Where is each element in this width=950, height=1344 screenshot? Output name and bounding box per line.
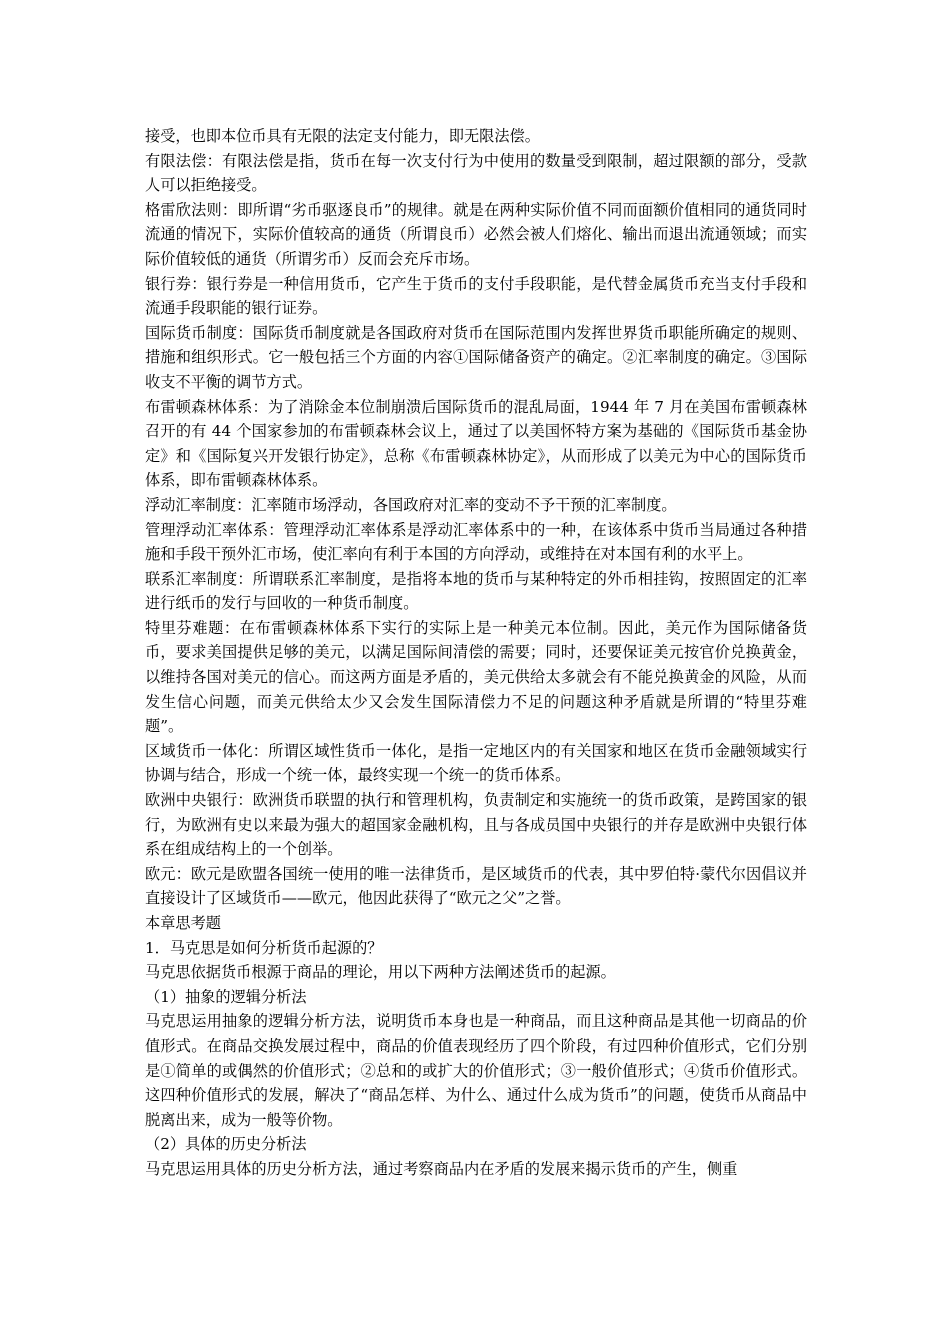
answer-paragraph: 马克思运用具体的历史分析方法，通过考察商品内在矛盾的发展来揭示货币的产生，侧重 — [145, 1159, 738, 1178]
term-definition: 格雷欣法则：即所谓“劣币驱逐良币”的规律。就是在两种实际价值不同而面额价值相同的通货同时流通的情况下，实际价值较高的通货（所谓良币）必然会被人们熔化、输出而退出流通领域；而实际价值较低的通货（所谓劣币）反而会充斥市场。 — [145, 200, 807, 268]
answer-paragraph: 马克思运用抽象的逻辑分析方法，说明货币本身也是一种商品，而且这种商品是其他一切商品的价值形式。在商品交换发展过程中，商品的价值表现经历了四个阶段，有过四种价值形式，它们分别是①简单的或偶然的价值形式；②总和的或扩大的价值形式；③一般价值形式；④货币价值形式。这四种价值形式的发展，解决了“商品怎样、为什么、通过什么成为货币”的问题，使货币从商品中脱离出来，成为一般等价物。 — [145, 1012, 807, 1129]
term-definition: 布雷顿森林体系：为了消除金本位制崩溃后国际货币的混乱局面，1944 年 7 月在美国布雷顿森林召开的有 44 个国家参加的布雷顿森林会议上，通过了以美国怀特方案为基础的《国际货币基金协定》和《国际复兴开发银行协定》，总称《布雷顿森林协定》，从而形成了以美元为中心的国际货币体系，即布雷顿森林体系。 — [145, 397, 807, 490]
term-definition: 特里芬难题：在布雷顿森林体系下实行的实际上是一种美元本位制。因此，美元作为国际储备货币，要求美国提供足够的美元，以满足国际间清偿的需要；同时，还要保证美元按官价兑换黄金，以维持各国对美元的信心。而这两方面是矛盾的，美元供给太多就会有不能兑换黄金的风险，从而发生信心问题，而美元供给太少又会发生国际清偿力不足的问题这种矛盾就是所谓的“特里芬难题”。 — [145, 618, 807, 736]
subheading: （2）具体的历史分析法 — [145, 1135, 307, 1154]
subheading: （1）抽象的逻辑分析法 — [145, 987, 307, 1006]
term-definition: 联系汇率制度：所谓联系汇率制度，是指将本地的货币与某种特定的外币相挂钩，按照固定的汇率进行纸币的发行与回收的一种货币制度。 — [145, 569, 807, 613]
term-definition: 欧元：欧元是欧盟各国统一使用的唯一法律货币，是区域货币的代表，其中罗伯特·蒙代尔因倡议并直接设计了区域货币——欧元，他因此获得了“欧元之父”之誉。 — [145, 864, 807, 908]
term-definition: 银行券：银行券是一种信用货币，它产生于货币的支付手段职能，是代替金属货币充当支付手段和流通手段职能的银行证券。 — [145, 274, 807, 318]
answer-paragraph: 马克思依据货币根源于商品的理论，用以下两种方法阐述货币的起源。 — [145, 963, 616, 982]
term-definition: 有限法偿：有限法偿是指，货币在每一次支付行为中使用的数量受到限制，超过限额的部分，受款人可以拒绝接受。 — [145, 151, 807, 195]
term-definition: 浮动汇率制度：汇率随市场浮动，各国政府对汇率的变动不予干预的汇率制度。 — [145, 495, 677, 514]
term-definition: 区域货币一体化：所谓区域性货币一体化，是指一定地区内的有关国家和地区在货币金融领域实行协调与结合，形成一个统一体，最终实现一个统一的货币体系。 — [145, 741, 807, 785]
text-paragraph: 接受，也即本位币具有无限的法定支付能力，即无限法偿。 — [145, 127, 540, 145]
document-body — [145, 124, 807, 1182]
term-definition: 管理浮动汇率体系：管理浮动汇率体系是浮动汇率体系中的一种，在该体系中货币当局通过各种措施和手段干预外汇市场，使汇率向有利于本国的方向浮动，或维持在对本国有利的水平上。 — [145, 520, 807, 564]
term-definition: 欧洲中央银行：欧洲货币联盟的执行和管理机构，负责制定和实施统一的货币政策，是跨国家的银行，为欧洲有史以来最为强大的超国家金融机构，且与各成员国中央银行的并存是欧洲中央银行体系在组成结构上的一个创举。 — [145, 791, 807, 859]
question-heading: 1．马克思是如何分析货币起源的？ — [145, 938, 383, 957]
term-definition: 国际货币制度：国际货币制度就是各国政府对货币在国际范围内发挥世界货币职能所确定的规则、措施和组织形式。它一般包括三个方面的内容①国际储备资产的确定。②汇率制度的确定。③国际收支不平衡的调节方式。 — [145, 323, 807, 391]
section-heading: 本章思考题 — [145, 914, 221, 932]
